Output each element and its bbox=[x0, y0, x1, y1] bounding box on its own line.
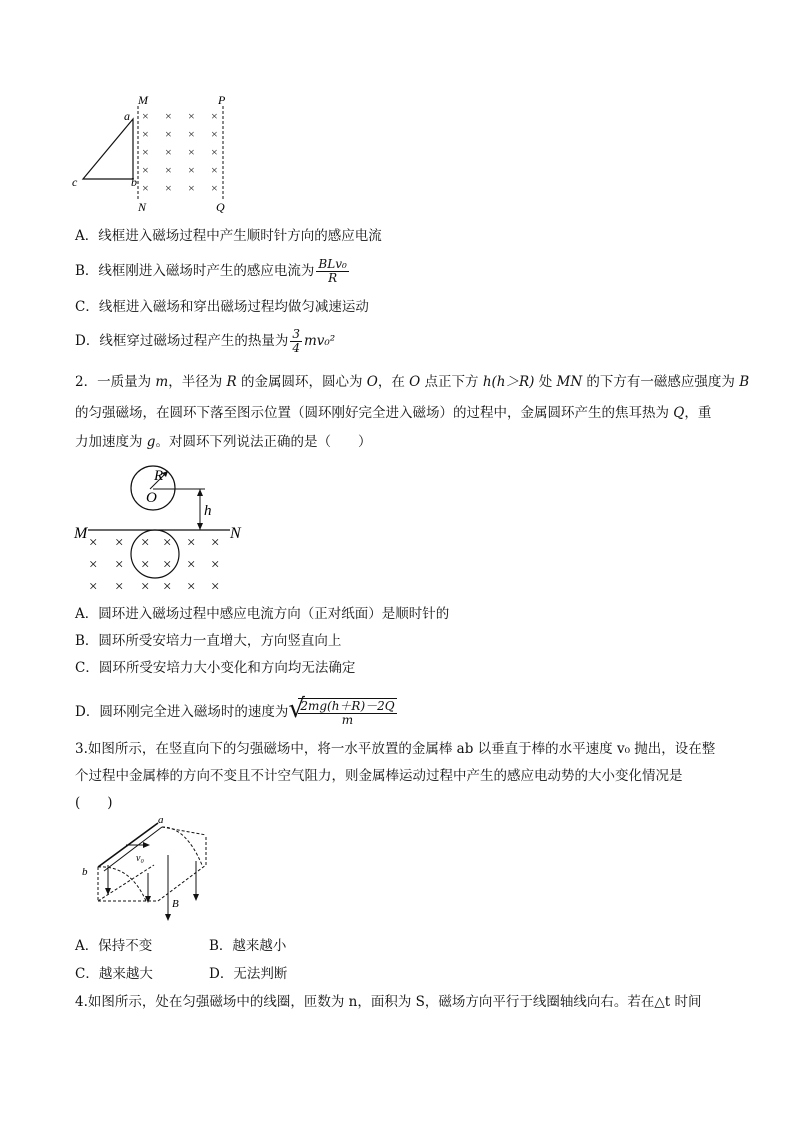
q2-option-d bbox=[75, 694, 397, 727]
label-b: b bbox=[82, 866, 88, 878]
field-cross: × bbox=[188, 127, 195, 141]
field-cross: × bbox=[141, 557, 150, 573]
q3-options-row-2 bbox=[75, 965, 287, 983]
q2-stem-line-2: 的匀强磁场，在圆环下落至图示位置（圆环刚好完全进入磁场）的过程中，金属圆环产生的焦耳热为 Q，重 bbox=[75, 405, 712, 421]
field-cross: × bbox=[115, 579, 124, 595]
field-cross: × bbox=[211, 127, 218, 141]
q1-option-b-fraction bbox=[316, 258, 348, 285]
q4-stem-line-1: 4.如图所示，处在匀强磁场中的线圈，匝数为 n，面积为 S，磁场方向平行于线圈轴线向右。若在△t 时间 bbox=[75, 994, 702, 1010]
q3-option-a: A．保持不变 bbox=[75, 938, 153, 954]
label-R: R bbox=[154, 468, 164, 484]
field-cross: × bbox=[165, 109, 172, 123]
label-P: P bbox=[218, 93, 226, 107]
label-B: B bbox=[172, 898, 179, 910]
field-cross: × bbox=[89, 579, 98, 595]
field-cross: × bbox=[165, 181, 172, 195]
field-cross: × bbox=[142, 181, 149, 195]
label-M: M bbox=[74, 525, 88, 542]
field-cross: × bbox=[211, 557, 220, 573]
label-N: N bbox=[230, 525, 241, 542]
field-cross: × bbox=[165, 145, 172, 159]
q2-option-c: C．圆环所受安培力大小变化和方向均无法确定 bbox=[75, 660, 356, 676]
field-cross: × bbox=[142, 127, 149, 141]
ring-lower bbox=[131, 530, 179, 578]
field-cross: × bbox=[141, 579, 150, 595]
q2-option-b: B．圆环所受安培力一直增大，方向竖直向上 bbox=[75, 633, 342, 649]
figure-2-ring bbox=[70, 458, 250, 598]
q3-option-b: B．越来越小 bbox=[209, 938, 287, 954]
field-cross: × bbox=[163, 557, 172, 573]
label-a: a bbox=[124, 109, 130, 123]
field-cross: × bbox=[165, 163, 172, 177]
q1-option-b bbox=[75, 258, 351, 285]
field-cross: × bbox=[142, 109, 149, 123]
q2-stem-line-3: 力加速度为 g。对圆环下列说法正确的是（ ） bbox=[75, 434, 372, 450]
field-cross: × bbox=[211, 163, 218, 177]
field-cross: × bbox=[115, 535, 124, 551]
field-cross: × bbox=[187, 535, 196, 551]
q2-d-numerator: 2mg(h＋R)－2Q bbox=[300, 699, 395, 713]
q1-b-denominator: R bbox=[328, 271, 338, 285]
q3-stem-line-3: ( ) bbox=[75, 795, 113, 811]
q1-option-b-text: B．线框刚进入磁场时产生的感应电流为 bbox=[75, 263, 315, 279]
field-cross: × bbox=[211, 535, 220, 551]
q1-b-numerator: BLv₀ bbox=[318, 257, 347, 271]
field-cross: × bbox=[187, 557, 196, 573]
field-cross: × bbox=[188, 109, 195, 123]
figure-3-rod bbox=[78, 815, 228, 925]
q3-stem-line-2: 个过程中金属棒的方向不变且不计空气阻力，则金属棒运动过程中产生的感应电动势的大小变化情况是 bbox=[75, 768, 683, 784]
label-a: a bbox=[158, 815, 164, 826]
q3-option-d: D．无法判断 bbox=[209, 966, 288, 982]
label-v0: v₀ bbox=[136, 853, 144, 864]
field-cross: × bbox=[163, 579, 172, 595]
q1-d-denominator: 4 bbox=[292, 341, 300, 355]
q1-option-c: C．线框进入磁场和穿出磁场过程均做匀减速运动 bbox=[75, 299, 369, 315]
label-c: c bbox=[72, 175, 78, 189]
label-Q: Q bbox=[216, 200, 225, 214]
q2-stem-line-1: 2．一质量为 m，半径为 R 的金属圆环，圆心为 O，在 O 点正下方 h(h＞R) 处 MN 的下方有一磁感应强度为 B bbox=[75, 374, 750, 390]
field-cross: × bbox=[187, 579, 196, 595]
field-crosses bbox=[142, 109, 218, 195]
q1-option-a: A．线框进入磁场过程中产生顺时针方向的感应电流 bbox=[75, 228, 382, 244]
field-cross: × bbox=[163, 535, 172, 551]
q3-option-c: C．越来越大 bbox=[75, 966, 153, 982]
q1-d-suffix: mv₀² bbox=[303, 333, 336, 349]
label-b: b bbox=[131, 175, 137, 189]
q2-d-denominator: m bbox=[341, 713, 354, 727]
label-N: N bbox=[138, 200, 147, 214]
field-cross: × bbox=[188, 163, 195, 177]
field-crosses-2 bbox=[89, 535, 219, 595]
q2-option-d-text: D．圆环刚完全进入磁场时的速度为 bbox=[75, 704, 289, 720]
field-cross: × bbox=[115, 557, 124, 573]
q1-d-numerator: 3 bbox=[292, 327, 300, 341]
q1-option-d bbox=[75, 328, 335, 355]
field-cross: × bbox=[165, 127, 172, 141]
field-cross: × bbox=[89, 535, 98, 551]
q2-option-a: A．圆环进入磁场过程中感应电流方向（正对纸面）是顺时针的 bbox=[75, 606, 450, 622]
field-cross: × bbox=[211, 181, 218, 195]
q1-option-d-fraction bbox=[290, 328, 302, 355]
label-M: M bbox=[138, 93, 148, 107]
field-cross: × bbox=[211, 145, 218, 159]
figure-1-frame-field bbox=[66, 92, 246, 220]
field-cross: × bbox=[89, 557, 98, 573]
label-O: O bbox=[146, 490, 157, 506]
field-cross: × bbox=[211, 579, 220, 595]
field-cross: × bbox=[142, 145, 149, 159]
q1-option-d-text: D．线框穿过磁场过程产生的热量为 bbox=[75, 333, 289, 349]
field-cross: × bbox=[211, 109, 218, 123]
label-h: h bbox=[204, 503, 212, 519]
field-cross: × bbox=[188, 181, 195, 195]
q3-options-row-1 bbox=[75, 937, 286, 955]
field-cross: × bbox=[141, 535, 150, 551]
field-cross: × bbox=[142, 163, 149, 177]
q2-d-sqrt: √ $\frac{2mg(h+R)-2Q}{m}$ bbox=[288, 694, 395, 727]
field-cross: × bbox=[188, 145, 195, 159]
q3-stem-line-1: 3.如图所示，在竖直向下的匀强磁场中，将一水平放置的金属棒 ab 以垂直于棒的水平速度 v₀ 抛出，设在整 bbox=[75, 741, 716, 757]
